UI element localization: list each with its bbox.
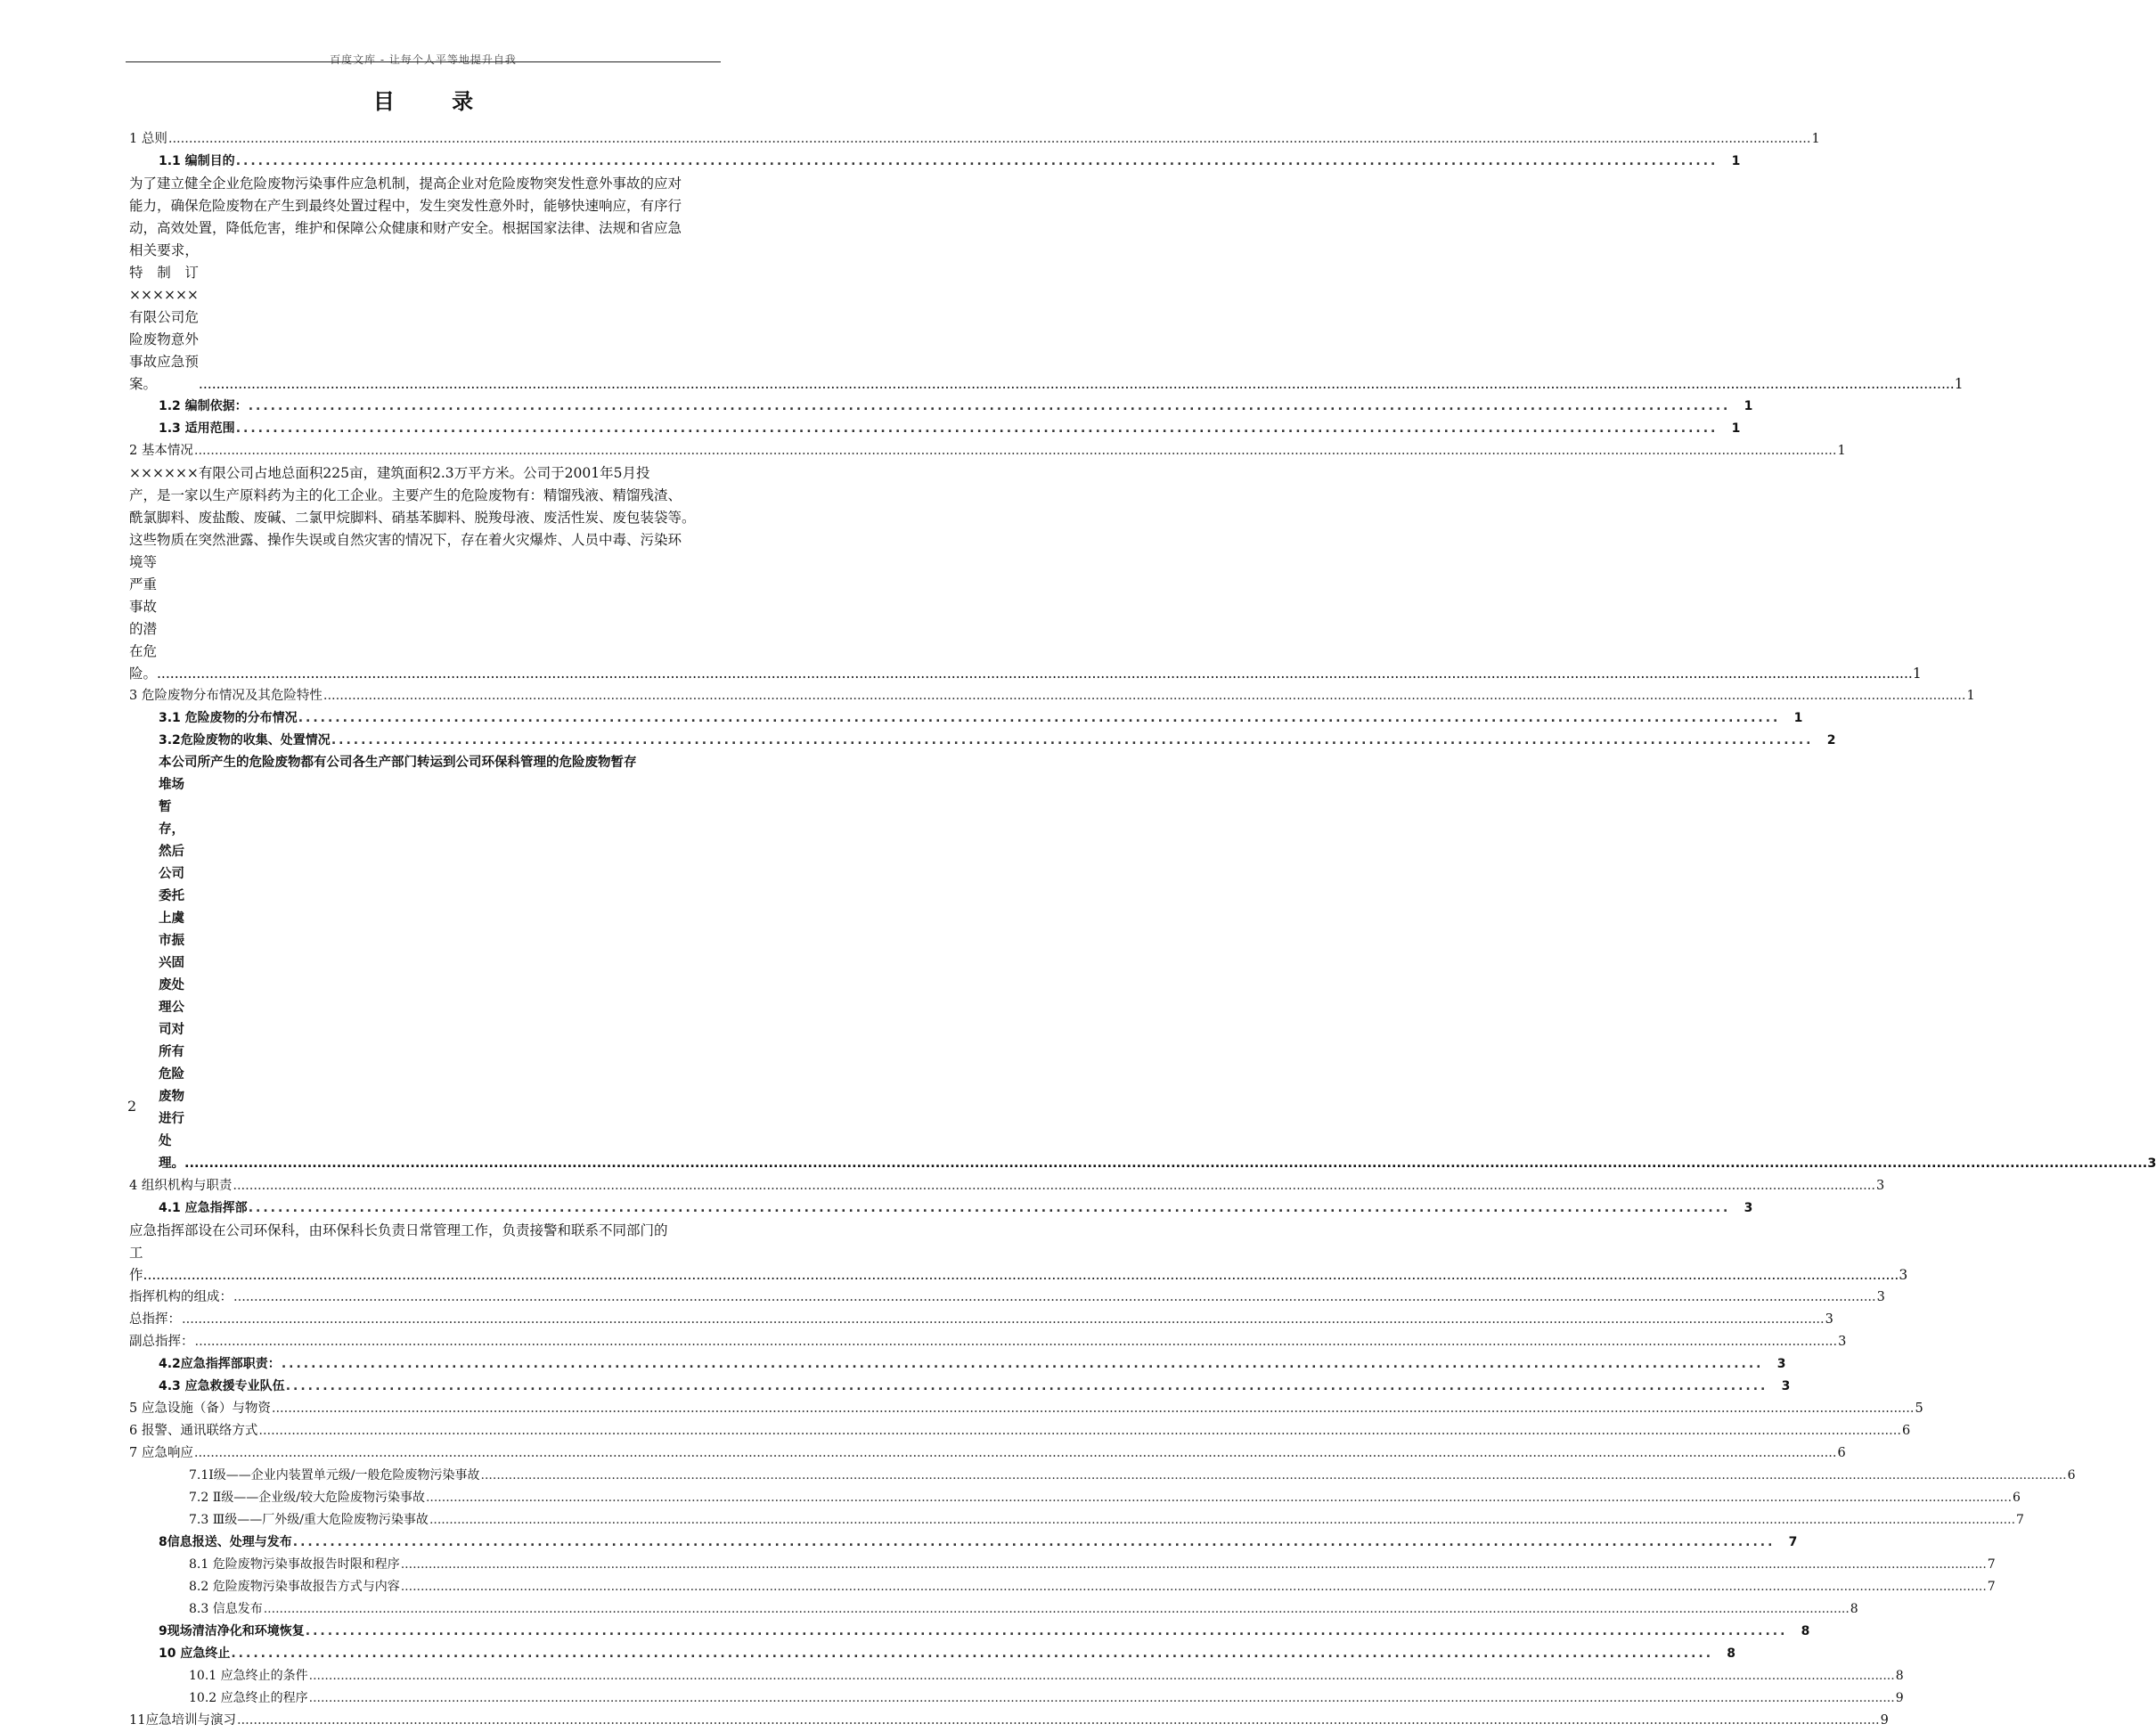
toc-leader-dots: ................................................................................................................................................................................................................................................................................................................................................................................................................ (429, 1513, 2016, 1527)
toc-leader-dots: ................................................................................................................................................................................................................................................................................................................................................................................................................ (236, 1713, 1880, 1728)
toc-entry-label: 4 组织机构与职责 (129, 1179, 233, 1193)
toc-leader-dots: ................................................................................................................................................................................................................................................................................................................................................................................................................ (271, 1401, 1915, 1416)
toc-entry[interactable] (129, 707, 1803, 730)
toc-leader-dots: ................................................................................................................................................................................................................................................................................................................................................................................................................ (193, 444, 1837, 458)
toc-page-number: 1 (1966, 689, 1975, 703)
toc-entry-label: 1 总则 (129, 132, 167, 146)
page-title: 目 录 (372, 88, 499, 114)
toc-leader-dots: ........................................................................................................................................................................................................ (285, 1379, 1768, 1393)
toc-page-number: 6 (2067, 1468, 2076, 1483)
toc-leader-dots: ................................................................................................................................................................................................................................................................................................................................................................................................................ (182, 1312, 1825, 1327)
toc-page-number: 3 (2147, 1156, 2156, 1171)
toc-page-number: 1 (1731, 154, 1741, 168)
toc-entry-label: 8.3 信息发布 (189, 1602, 263, 1616)
toc-entry[interactable] (129, 1576, 1996, 1598)
toc-page-number: 1 (1811, 132, 1820, 146)
toc-entry-label: 4.1 应急指挥部 (159, 1201, 248, 1215)
toc-entry[interactable] (129, 418, 1741, 440)
toc-page-number: 1 (1954, 376, 1964, 392)
toc-leader-dots: ................................................................................................................................................................................................................................................................................................................................................................................................................ (263, 1602, 1850, 1616)
toc-entry[interactable] (129, 1687, 1904, 1710)
toc-entry[interactable] (129, 151, 1741, 173)
toc-entry-label: 2 基本情况 (129, 444, 193, 458)
toc-entry[interactable] (129, 396, 1753, 418)
toc-paragraph-line: 产，是一家以生产原料药为主的化工企业。主要产生的危险废物有：精馏残液、精馏残渣、 (129, 487, 682, 503)
toc-page-number: 9 (1895, 1691, 1904, 1705)
toc-page-number: 3 (1776, 1357, 1786, 1371)
toc-entry[interactable] (129, 1197, 1753, 1220)
toc-entry-label: 9现场清洁净化和环境恢复 (159, 1624, 305, 1638)
toc-leader-dots: ................................................................................................................................................................................................................................................................................................................................................................................................................ (157, 666, 1913, 682)
toc-entry-label: 3 危险废物分布情况及其危险特性 (129, 689, 323, 703)
toc-entry-label: 1.3 适用范围 (159, 421, 235, 436)
toc-page-number: 8 (1727, 1646, 1736, 1661)
toc-entry[interactable] (129, 1287, 1885, 1309)
toc-entry-label: 4.2应急指挥部职责： (159, 1357, 281, 1371)
toc-entry-label: 7.2 Ⅱ级——企业级/较大危险废物污染事故 (189, 1491, 425, 1505)
toc-page-number: 5 (1915, 1401, 1923, 1416)
toc-paragraph-line: 能力，确保危险废物在产生到最终处置过程中，发生突发性意外时，能够快速响应，有序行 (129, 198, 682, 214)
toc-leader-dots: ................................................................................................................................................................................................................................................................................................................................................................................................................ (167, 132, 1811, 146)
toc-paragraph-text: 境等严重事故的潜在危险。 (129, 554, 158, 682)
toc-entry[interactable] (129, 128, 1820, 151)
toc-entry[interactable] (129, 1442, 1846, 1465)
toc-entry-label: 1.1 编制目的 (159, 154, 235, 168)
toc-paragraph-line: 动，高效处置，降低危害，维护和保障公众健康和财产安全。根据国家法律、法规和省应急 (129, 220, 682, 236)
toc-leader-dots: ........................................................................................................................................................................................................ (305, 1624, 1788, 1638)
toc-entry-label: 指挥机构的组成： (129, 1290, 233, 1304)
toc-page-number: 3 (1876, 1179, 1885, 1193)
toc-leader-dots: ................................................................................................................................................................................................................................................................................................................................................................................................................ (233, 1290, 1876, 1304)
toc-entry[interactable] (129, 1532, 1798, 1554)
toc-leader-dots: ................................................................................................................................................................................................................................................................................................................................................................................................................ (323, 689, 1966, 703)
toc-entry[interactable] (129, 1353, 1786, 1376)
toc-entry[interactable] (129, 685, 1975, 707)
toc-paragraph (129, 173, 1964, 396)
toc-entry[interactable] (129, 730, 1836, 752)
toc-page-number: 1 (1744, 399, 1753, 413)
toc-entry-label: 3.1 危险废物的分布情况 (159, 711, 298, 725)
toc-entry[interactable] (129, 1309, 1833, 1331)
toc-paragraph-line: 本公司所产生的危险废物都有公司各生产部门转运到公司环保科管理的危险废物暂存 (159, 756, 637, 770)
toc-leader-dots: ................................................................................................................................................................................................................................................................................................................................................................................................................ (425, 1491, 2013, 1505)
toc-entry-label: 10 应急终止 (159, 1646, 231, 1661)
toc-leader-dots: ........................................................................................................................................................................................................ (231, 1646, 1714, 1661)
toc-entry-label: 11应急培训与演习 (129, 1713, 236, 1728)
toc-leader-dots: ........................................................................................................................................................................................................ (281, 1357, 1764, 1371)
toc-paragraph (129, 462, 1922, 685)
toc-page-number: 8 (1801, 1624, 1810, 1638)
toc-leader-dots: ........................................................................................................................................................................................................ (235, 421, 1719, 436)
toc-paragraph-last-line (129, 551, 1922, 685)
toc-page-number: 3 (1876, 1290, 1885, 1304)
toc-page-number: 7 (1987, 1580, 1996, 1594)
toc-entry-label: 总指挥： (129, 1312, 181, 1327)
toc-page-number: 7 (1987, 1557, 1996, 1572)
toc-leader-dots: ................................................................................................................................................................................................................................................................................................................................................................................................................ (258, 1424, 1901, 1438)
toc-leader-dots: ........................................................................................................................................................................................................ (331, 733, 1814, 748)
toc-entry[interactable] (129, 1621, 1810, 1643)
toc-entry[interactable] (129, 1420, 1911, 1442)
toc-entry[interactable] (129, 1376, 1791, 1398)
toc-leader-dots: ................................................................................................................................................................................................................................................................................................................................................................................................................ (308, 1691, 1895, 1705)
toc-paragraph-line: 应急指挥部设在公司环保科，由环保科长负责日常管理工作，负责接警和联系不同部门的 (129, 1222, 668, 1238)
toc-leader-dots: ................................................................................................................................................................................................................................................................................................................................................................................................................ (480, 1468, 2067, 1483)
toc-page-number: 6 (1902, 1424, 1911, 1438)
toc-page-number: 7 (1788, 1535, 1798, 1549)
toc-leader-dots: ........................................................................................................................................................................................................ (292, 1535, 1776, 1549)
toc-entry[interactable] (129, 1665, 1904, 1687)
toc-paragraph-line: 为了建立健全企业危险废物污染事件应急机制，提高企业对危险废物突发性意外事故的应对 (129, 176, 682, 192)
toc-leader-dots: ................................................................................................................................................................................................................................................................................................................................................................................................................ (308, 1669, 1895, 1683)
toc-entry-label: 7.1Ⅰ级——企业内装置单元级/一般危险废物污染事故 (189, 1468, 480, 1483)
toc-page-number: 3 (1744, 1201, 1753, 1215)
toc-page-number: 3 (1899, 1267, 1908, 1283)
toc-entry[interactable] (129, 1554, 1996, 1576)
toc-entry[interactable] (129, 1465, 2076, 1487)
toc-page-number: 1 (1731, 421, 1741, 436)
header-divider (126, 61, 721, 62)
toc-paragraph-text: 工作 (129, 1245, 143, 1283)
toc-leader-dots: ................................................................................................................................................................................................................................................................................................................................................................................................................ (143, 1267, 1899, 1283)
toc-paragraph-text: 相关要求，特制订××××××有限公司危险废物意外事故应急预案。 (129, 242, 199, 392)
toc-page-number: 1 (1837, 444, 1846, 458)
toc-leader-dots: ................................................................................................................................................................................................................................................................................................................................................................................................................ (233, 1179, 1875, 1193)
toc-leader-dots: ................................................................................................................................................................................................................................................................................................................................................................................................................ (400, 1557, 1987, 1572)
toc-page-number: 7 (2016, 1513, 2024, 1527)
toc-leader-dots: ................................................................................................................................................................................................................................................................................................................................................................................................................ (400, 1580, 1987, 1594)
toc-entry-label: 4.3 应急救援专业队伍 (159, 1379, 285, 1393)
toc-leader-dots: ........................................................................................................................................................................................................ (248, 399, 1731, 413)
toc-page-number: 6 (2013, 1491, 2021, 1505)
toc-paragraph-line: ××××××有限公司占地总面积225亩，建筑面积2.3万平方米。公司于2001年5月投 (129, 465, 650, 481)
toc-paragraph-line: 这些物质在突然泄露、操作失误或自然灾害的情况下，存在着火灾爆炸、人员中毒、污染环 (129, 532, 682, 548)
toc-leader-dots: ........................................................................................................................................................................................................ (235, 154, 1719, 168)
toc-entry[interactable] (129, 1710, 1889, 1732)
toc-paragraph-text: 堆场暂存，然后公司委托上虞市振兴固废处理公司对所有危险废物进行处理。 (159, 778, 184, 1171)
toc-paragraph-line: 酰氯脚料、废盐酸、废碱、二氯甲烷脚料、硝基苯脚料、脱羧母液、废活性炭、废包装袋等。 (129, 510, 696, 526)
toc-entry-label: 7.3 Ⅲ级——厂外级/重大危险废物污染事故 (189, 1513, 429, 1527)
toc-paragraph (129, 752, 2156, 1175)
toc-paragraph-last-line (159, 774, 2156, 1175)
toc-leader-dots: ................................................................................................................................................................................................................................................................................................................................................................................................................ (198, 376, 1955, 392)
toc-paragraph-last-line (129, 240, 1964, 396)
toc-entry-label: 1.2 编制依据： (159, 399, 248, 413)
toc-entry-label: 3.2危险废物的收集、处置情况 (159, 733, 331, 748)
toc-entry-label: 副总指挥： (129, 1335, 194, 1349)
toc-leader-dots: ........................................................................................................................................................................................................ (298, 711, 1781, 725)
toc-page-number: 3 (1838, 1335, 1847, 1349)
toc-entry-label: 8.1 危险废物污染事故报告时限和程序 (189, 1557, 400, 1572)
toc-leader-dots: ................................................................................................................................................................................................................................................................................................................................................................................................................ (193, 1446, 1837, 1460)
toc-entry[interactable] (129, 1331, 1847, 1353)
toc-page-number: 6 (1837, 1446, 1846, 1460)
toc-leader-dots: ................................................................................................................................................................................................................................................................................................................................................................................................................ (184, 1156, 2148, 1171)
toc-entry[interactable] (129, 1175, 1885, 1197)
table-of-contents (129, 128, 2156, 1732)
toc-page-number: 3 (1781, 1379, 1791, 1393)
toc-entry[interactable] (129, 1487, 2021, 1509)
toc-paragraph-last-line (129, 1242, 1908, 1287)
toc-page-number: 3 (1825, 1312, 1833, 1327)
toc-page-number: 9 (1880, 1713, 1889, 1728)
page-header-text: 百度文库 - 让每个人平等地提升自我 (330, 53, 517, 66)
toc-page-number: 1 (1793, 711, 1803, 725)
toc-entry-label: 5 应急设施（备）与物资 (129, 1401, 271, 1416)
toc-page-number: 1 (1912, 666, 1922, 682)
toc-page-number: 8 (1895, 1669, 1904, 1683)
toc-entry-label: 8.2 危险废物污染事故报告方式与内容 (189, 1580, 400, 1594)
toc-entry-label: 7 应急响应 (129, 1446, 193, 1460)
toc-entry[interactable] (129, 440, 1846, 462)
toc-leader-dots: ................................................................................................................................................................................................................................................................................................................................................................................................................ (194, 1335, 1838, 1349)
toc-entry-label: 8信息报送、处理与发布 (159, 1535, 292, 1549)
page-number: 2 (127, 1098, 137, 1115)
toc-entry[interactable] (129, 1398, 1923, 1420)
toc-page-number: 2 (1826, 733, 1836, 748)
toc-entry[interactable] (129, 1643, 1736, 1665)
toc-entry-label: 6 报警、通讯联络方式 (129, 1424, 258, 1438)
toc-entry[interactable] (129, 1598, 1858, 1621)
toc-entry-label: 10.1 应急终止的条件 (189, 1669, 308, 1683)
toc-page-number: 8 (1850, 1602, 1858, 1616)
toc-paragraph (129, 1220, 1908, 1287)
toc-entry-label: 10.2 应急终止的程序 (189, 1691, 308, 1705)
toc-entry[interactable] (129, 1509, 2024, 1532)
toc-leader-dots: ........................................................................................................................................................................................................ (248, 1201, 1731, 1215)
